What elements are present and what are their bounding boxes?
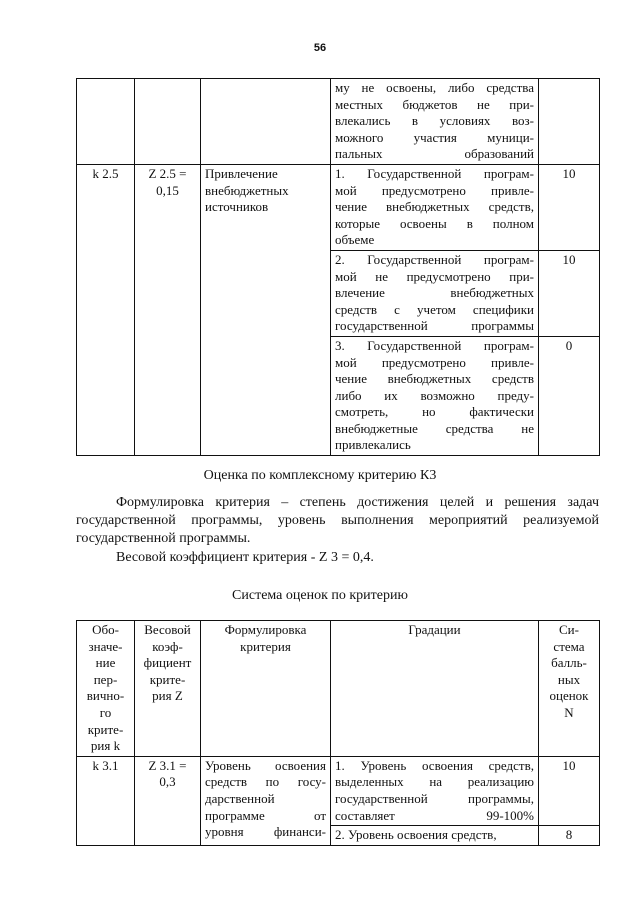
criterion-weight: Z 2.5 = 0,15 [135,164,201,455]
gradation-score: 0 [539,336,600,455]
gradation-text: 3. Государственной програм- мой предусмотрено привле- чение внебюджетных средств либо их возможно преду- смотреть, но фактически внебюджетные средства не привлекались [331,336,539,455]
gradation-score: 10 [539,164,600,250]
table-row [77,79,600,165]
continued-gradation-text: му не освоены, либо средства местных бюджетов не при- влекались в условиях воз- можного участия муници- пальных образований [331,79,539,165]
header-criterion: Формулировка критерия [201,621,331,757]
paragraph-criterion-formulation: Формулировка критерия – степень достижения целей и решения задач государственной программы, уровень выполнения мероприятий реализуемой государственной программы. [76,495,599,546]
criterion-formulation: Привлечение внебюджетных источников [201,164,331,455]
gradation-text: 2. Уровень освоения средств, [331,826,539,846]
criteria-table-continued [76,78,600,456]
criterion-formulation: Уровень освоения средств по госу- дарственной программе от уровня финанси- [201,756,331,845]
gradation-score: 8 [539,826,600,846]
header-weight: Весовой коэф- фициент крите- рия Z [135,621,201,757]
gradation-text: 2. Государственной програм- мой не предусмотрено при- влечение внебюджетных средств с учетом специфики государственной программы [331,250,539,336]
table-title: Система оценок по критерию [232,588,408,603]
table-row [77,756,600,825]
table-row [77,164,600,250]
header-gradations: Градации [331,621,539,757]
criterion-weight: Z 3.1 = 0,3 [135,756,201,845]
header-scores: Си- стема балль- ных оценок N [539,621,600,757]
gradation-score: 10 [539,250,600,336]
gradation-text: 1. Государственной програм- мой предусмотрено привле- чение внебюджетных средств, которые освоены в полном объеме [331,164,539,250]
paragraph-weight-coefficient: Весовой коэффициент критерия - Z 3 = 0,4. [116,550,374,565]
page-number: 56 [313,42,327,54]
criterion-code: k 3.1 [77,756,135,845]
header-code: Обо- значе- ние пер- вично- го крите- рия k [77,621,135,757]
table-header-row [77,621,600,757]
gradation-text: 1. Уровень освоения средств, выделенных на реализацию государственной программы, составляет 99-100% [331,756,539,825]
gradation-score: 10 [539,756,600,825]
criteria-table [76,620,600,846]
criterion-code: k 2.5 [77,164,135,455]
section-title: Оценка по комплексному критерию К3 [203,468,437,483]
